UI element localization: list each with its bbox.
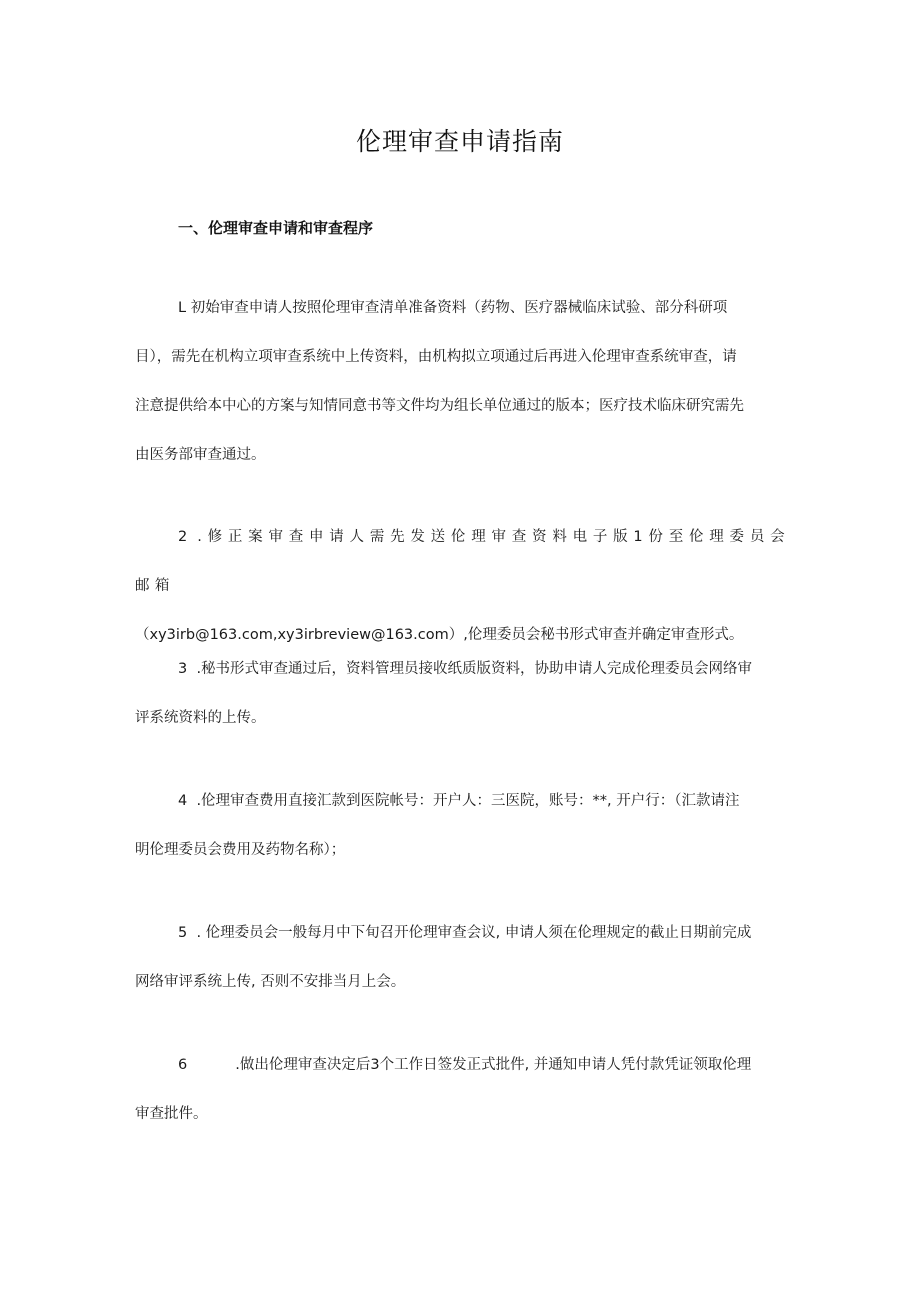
item-number: 6 bbox=[178, 1057, 188, 1073]
item-text-line: 初始审查申请人按照伦理审查清单准备资料（药物、医疗器械临床试验、部分科研项 bbox=[190, 300, 728, 316]
item-text-line: 由医务部审查通过。 bbox=[135, 447, 266, 463]
item-number: 2 bbox=[178, 529, 188, 545]
item-text-line: 网络审评系统上传, 否则不安排当月上会。 bbox=[135, 974, 406, 990]
item-text-line: .修正案审查申请人需先发送伦理审查资料电子版1份至伦理委员会邮箱 bbox=[135, 529, 790, 594]
list-item bbox=[135, 909, 790, 1007]
page-title: 伦理审查申请指南 bbox=[355, 127, 564, 156]
item-text-line: （xy3irb@163.com,xy3irbreview@163.com）,伦理委员会秘书形式审查并确定审查形式。 bbox=[135, 627, 744, 643]
list-item bbox=[135, 284, 790, 480]
item-number: 4 bbox=[178, 793, 188, 809]
item-text-line: 审查批件。 bbox=[135, 1106, 208, 1122]
item-number: 5 bbox=[178, 925, 188, 941]
list-item bbox=[135, 777, 790, 875]
item-text-line: 评系统资料的上传。 bbox=[135, 710, 266, 726]
item-text-line: .秘书形式审查通过后，资料管理员接收纸质版资料，协助申请人完成伦理委员会网络审 bbox=[196, 661, 753, 677]
item-number: 3 bbox=[178, 661, 188, 677]
item-text-line: 目），需先在机构立项审查系统中上传资料，由机构拟立项通过后再进入伦理审查系统审查，请 bbox=[135, 349, 737, 365]
list-item bbox=[135, 1041, 790, 1139]
section-heading: 一、伦理审查申请和审查程序 bbox=[178, 219, 374, 237]
list-item bbox=[135, 513, 790, 660]
item-text-line: .做出伦理审查决定后3个工作日签发正式批件, 并通知申请人凭付款凭证领取伦理 bbox=[235, 1057, 752, 1073]
item-text-line: .伦理审查费用直接汇款到医院帐号：开户人：三医院，账号：**, 开户行：（汇款请注 bbox=[196, 793, 740, 809]
item-number: L bbox=[178, 300, 187, 316]
item-text-line: . 伦理委员会一般每月中下旬召开伦理审查会议, 申请人须在伦理规定的截止日期前完成 bbox=[196, 925, 752, 941]
item-text-line: 明伦理委员会费用及药物名称）； bbox=[135, 842, 346, 858]
item-text-line: 注意提供给本中心的方案与知情同意书等文件均为组长单位通过的版本；医疗技术临床研究需先 bbox=[135, 398, 744, 414]
list-item bbox=[135, 645, 790, 743]
